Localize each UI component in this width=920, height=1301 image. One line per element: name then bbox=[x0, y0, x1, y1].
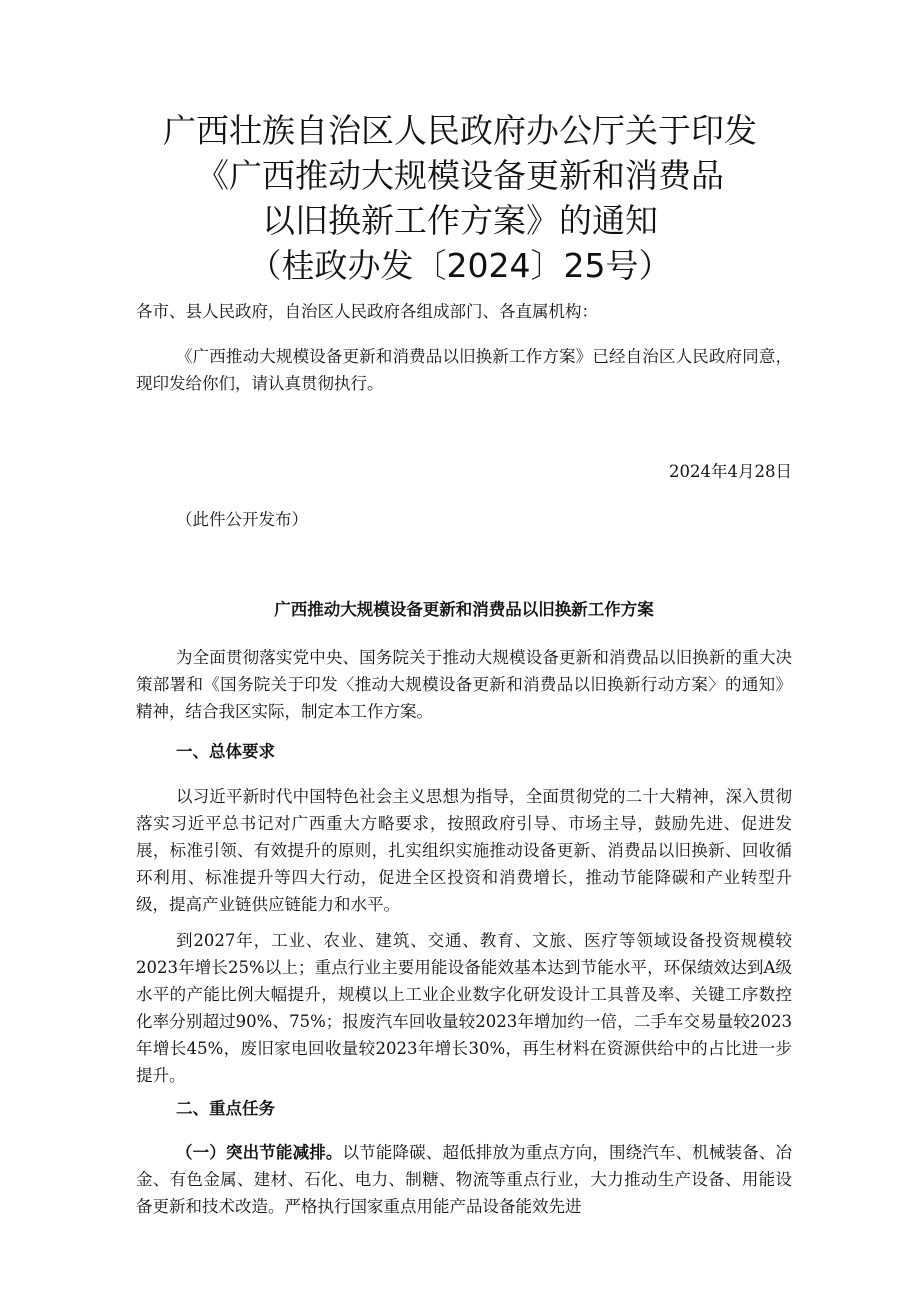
task-1-lead: （一）突出节能减排。 bbox=[176, 1143, 343, 1162]
title-line-1: 广西壮族自治区人民政府办公厅关于印发 bbox=[163, 111, 757, 150]
task-1-paragraph bbox=[136, 1139, 792, 1220]
plan-intro: 为全面贯彻落实党中央、国务院关于推动大规模设备更新和消费品以旧换新的重大决策部署和《国务院关于印发〈推动大规模设备更新和消费品以旧换新行动方案〉的通知》精神，结合我区实际，制定本工作方案。 bbox=[136, 648, 792, 721]
document-number: （桂政办发〔2024〕25号） bbox=[248, 246, 672, 285]
title-line-3: 以旧换新工作方案》的通知 bbox=[262, 201, 658, 240]
issue-date: 2024年4月28日 bbox=[669, 462, 792, 481]
targets-paragraph: 到2027年，工业、农业、建筑、交通、教育、文旅、医疗等领域设备投资规模较2023年增长25%以上；重点行业主要用能设备能效基本达到节能水平，环保绩效达到A级水平的产能比例大幅提升，规模以上工业企业数字化研发设计工具普及率、关键工序数控化率分别超过90%、75%；报废汽车回收量较2023年增加约一倍，二手车交易量较2023年增长45%，废旧家电回收量较2023年增长30%，再生材料在资源供给中的占比进一步提升。 bbox=[136, 931, 792, 1085]
notice-body: 《广西推动大规模设备更新和消费品以旧换新工作方案》已经自治区人民政府同意，现印发给你们，请认真贯彻执行。 bbox=[136, 347, 792, 393]
title-line-2: 《广西推动大规模设备更新和消费品 bbox=[196, 156, 724, 195]
release-note: （此件公开发布） bbox=[176, 510, 308, 529]
section-heading-general-requirements: 一、总体要求 bbox=[176, 742, 275, 761]
task-1-body: 以节能降碳、超低排放为重点方向，围绕汽车、机械装备、冶金、有色金属、建材、石化、电力、制糖、物流等重点行业，大力推动生产设备、用能设备更新和技术改造。严格执行国家重点用能产品设备能效先进 bbox=[136, 1143, 793, 1216]
document-title bbox=[80, 108, 840, 288]
section-heading-key-tasks: 二、重点任务 bbox=[176, 1099, 275, 1118]
plan-title: 广西推动大规模设备更新和消费品以旧换新工作方案 bbox=[274, 600, 654, 619]
addressee: 各市、县人民政府，自治区人民政府各组成部门、各直属机构： bbox=[136, 302, 598, 321]
general-requirements-paragraph: 以习近平新时代中国特色社会主义思想为指导，全面贯彻党的二十大精神，深入贯彻落实习近平总书记对广西重大方略要求，按照政府引导、市场主导，鼓励先进、促进发展，标准引领、有效提升的原则，扎实组织实施推动设备更新、消费品以旧换新、回收循环利用、标准提升等四大行动，促进全区投资和消费增长，推动节能降碳和产业转型升级，提高产业链供应链能力和水平。 bbox=[136, 787, 792, 914]
